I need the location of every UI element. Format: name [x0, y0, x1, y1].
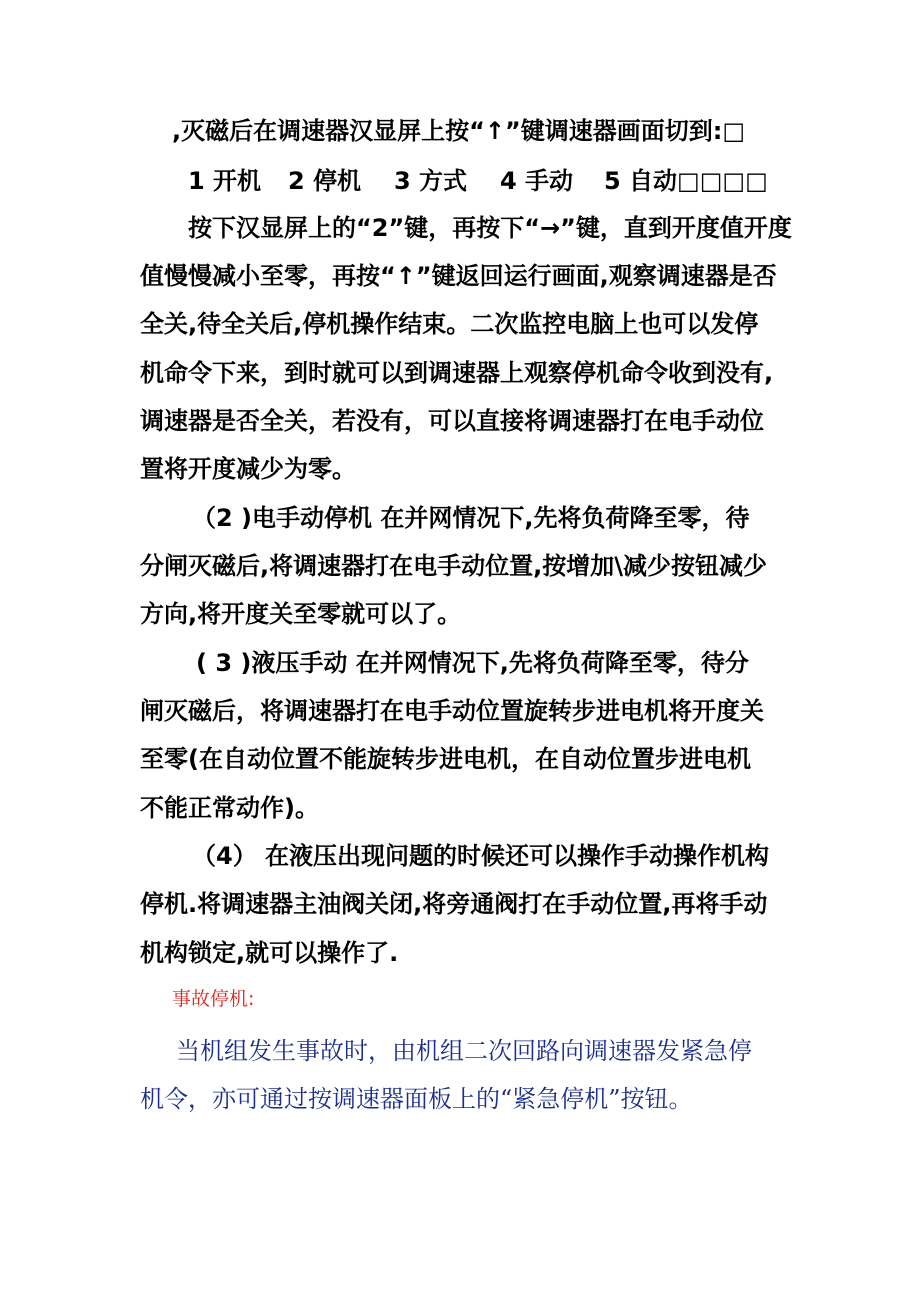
paragraph-line: 方向,将开度关至零就可以了。	[140, 600, 462, 628]
menu-item-auto: 5 自动□□□□	[604, 167, 768, 195]
menu-item-stop: 2 停机	[288, 167, 362, 195]
paragraph-line: 至零(在自动位置不能旋转步进电机，在自动位置步进电机	[140, 745, 751, 773]
paragraph-line: 停机.将调速器主油阀关闭,将旁通阀打在手动位置,再将手动	[140, 890, 768, 918]
paragraph-line: 机命令下来，到时就可以到调速器上观察停机命令收到没有,	[140, 359, 774, 387]
paragraph-line: 闸灭磁后，将调速器打在电手动位置旋转步进电机将开度关	[140, 697, 764, 725]
menu-item-mode: 3 方式	[394, 167, 468, 195]
paragraph-line: 按下汉显屏上的“2”键，再按下“→”键，直到开度值开度	[188, 214, 792, 242]
paragraph-line: （2 )电手动停机 在并网情况下,先将负荷降至零，待	[192, 504, 750, 532]
paragraph-line: 调速器是否全关，若没有，可以直接将调速器打在电手动位	[140, 407, 764, 435]
intro-line: ,灭磁后在调速器汉显屏上按“↑”键调速器画面切到:□	[172, 117, 746, 145]
paragraph-line: ( 3 )液压手动 在并网情况下,先将负荷降至零，待分	[196, 649, 749, 677]
paragraph-line: 置将开度减少为零。	[140, 455, 356, 483]
menu-options	[188, 163, 768, 199]
paragraph-line: 分闸灭磁后,将调速器打在电手动位置,按增加\减少按钮减少	[140, 552, 767, 580]
menu-item-manual: 4 手动	[500, 167, 574, 195]
paragraph-line: 机令，亦可通过按调速器面板上的“紧急停机”按钮。	[140, 1085, 693, 1113]
paragraph-line: （4） 在液压出现问题的时候还可以操作手动操作机构	[192, 842, 770, 870]
paragraph-line: 值慢慢减小至零，再按“↑”键返回运行画面,观察调速器是否	[140, 262, 777, 290]
menu-item-start: 1 开机	[188, 167, 262, 195]
paragraph-line: 当机组发生事故时，由机组二次回路向调速器发紧急停	[176, 1037, 752, 1065]
emergency-stop-heading: 事故停机:	[172, 988, 255, 1010]
paragraph-line: 不能正常动作)。	[140, 794, 319, 822]
paragraph-line: 全关,待全关后,停机操作结束。二次监控电脑上也可以发停	[140, 310, 759, 338]
paragraph-line: 机构锁定,就可以操作了.	[140, 939, 399, 967]
